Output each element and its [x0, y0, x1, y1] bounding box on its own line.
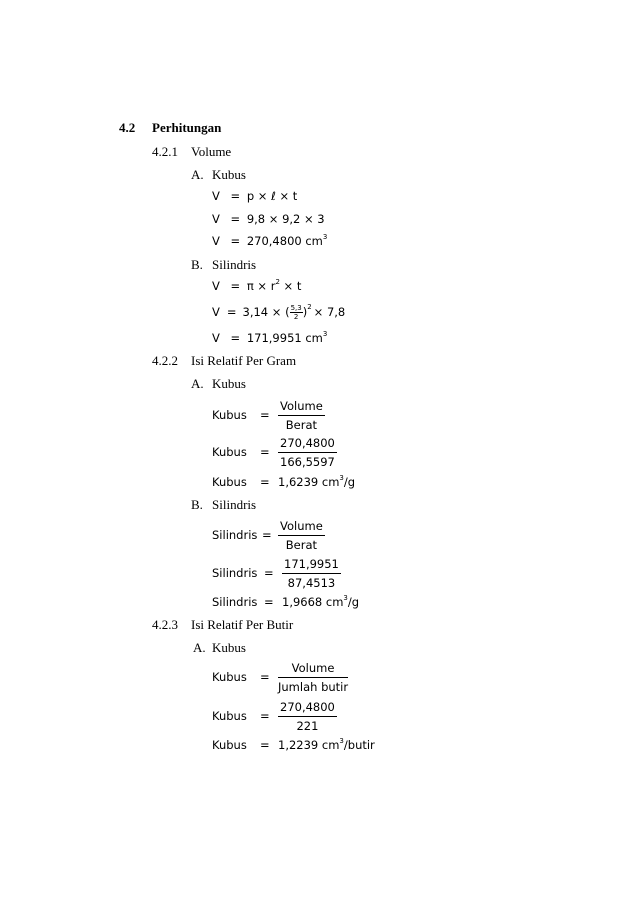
kubus-heading: Kubus — [212, 167, 246, 182]
per-butir-kubus-label: A. — [193, 640, 206, 655]
per-butir-kubus-formula-1: Kubus = $\frac{\text{Volume}}{\text{Jumlah butir}}$ — [212, 660, 349, 694]
per-gram-silindris-result: Silindris = 1,9668 $cm^3/g$ — [212, 594, 360, 609]
kubus-volume-line-1: V = p × ℓ × t — [212, 189, 298, 203]
subsection-number-per-gram: 4.2.2 — [152, 353, 178, 368]
silindris-gram-fraction: $\frac{171,9951}{87,4513}$ — [284, 556, 339, 590]
silindris-volume-line-3: V = 171,9951 $cm^3$ — [212, 330, 328, 345]
kubus-butir-fraction: $\frac{270,4800}{221}$ — [280, 699, 335, 733]
volume-over-berat-fraction-silindris: $\frac{\text{Volume}}{\text{Berat}}$ — [280, 518, 323, 552]
kubus-label: A. — [191, 167, 204, 182]
section-number: 4.2 — [119, 120, 136, 135]
per-gram-silindris-label: B. — [191, 497, 203, 512]
radius-fraction: $\frac{5,3}{2}$ — [290, 303, 302, 321]
volume-over-berat-fraction: $\frac{\text{Volume}}{\text{Berat}}$ — [280, 398, 323, 432]
kubus-volume-line-2: V = 9,8 × 9,2 × 3 — [212, 212, 325, 226]
subsection-title-per-butir: Isi Relatif Per Butir — [191, 617, 294, 632]
volume-over-jumlah-butir-fraction: $\frac{\text{Volume}}{\text{Jumlah butir}}$ — [278, 660, 349, 694]
per-gram-kubus-formula-1: Kubus = $\frac{\text{Volume}}{\text{Berat}}$ — [212, 398, 323, 432]
silindris-heading: Silindris — [212, 257, 257, 272]
per-gram-kubus-heading: Kubus — [212, 376, 246, 391]
silindris-volume-line-1: $V = \pi \times r^2 \times t$ — [212, 278, 302, 293]
subsection-number-per-butir: 4.2.3 — [152, 617, 178, 632]
per-gram-silindris-heading: Silindris — [212, 497, 257, 512]
per-gram-kubus-label: A. — [191, 376, 204, 391]
per-butir-kubus-heading: Kubus — [212, 640, 246, 655]
kubus-volume-line-3: V = 270,4800 $cm^3$ — [212, 233, 328, 248]
subsection-number-volume: 4.2.1 — [152, 144, 178, 159]
subsection-title-volume: Volume — [191, 144, 232, 159]
per-butir-kubus-result: Kubus = 1,2239 $cm^3$/butir — [212, 737, 375, 752]
per-butir-kubus-formula-2: Kubus = $\frac{270,4800}{221}$ — [212, 699, 335, 733]
per-gram-silindris-formula-1: Silindris = $\frac{\text{Volume}}{\text{Berat}}$ — [212, 518, 323, 552]
per-gram-kubus-formula-2: Kubus = $\frac{270,4800}{166,5597}$ — [212, 435, 335, 469]
per-gram-silindris-formula-2: Silindris = $\frac{171,9951}{87,4513}$ — [212, 556, 339, 590]
section-title: Perhitungan — [152, 120, 222, 135]
per-gram-kubus-result: Kubus = 1,6239 $cm^3/g$ — [212, 474, 356, 489]
silindris-label: B. — [191, 257, 203, 272]
kubus-gram-fraction: $\frac{270,4800}{166,5597}$ — [280, 435, 335, 469]
subsection-title-per-gram: Isi Relatif Per Gram — [191, 353, 297, 368]
silindris-volume-line-2: V = 3,14 × ( $\frac{5,3}{2}$ ) $^2$ × 7,8 — [212, 303, 346, 321]
